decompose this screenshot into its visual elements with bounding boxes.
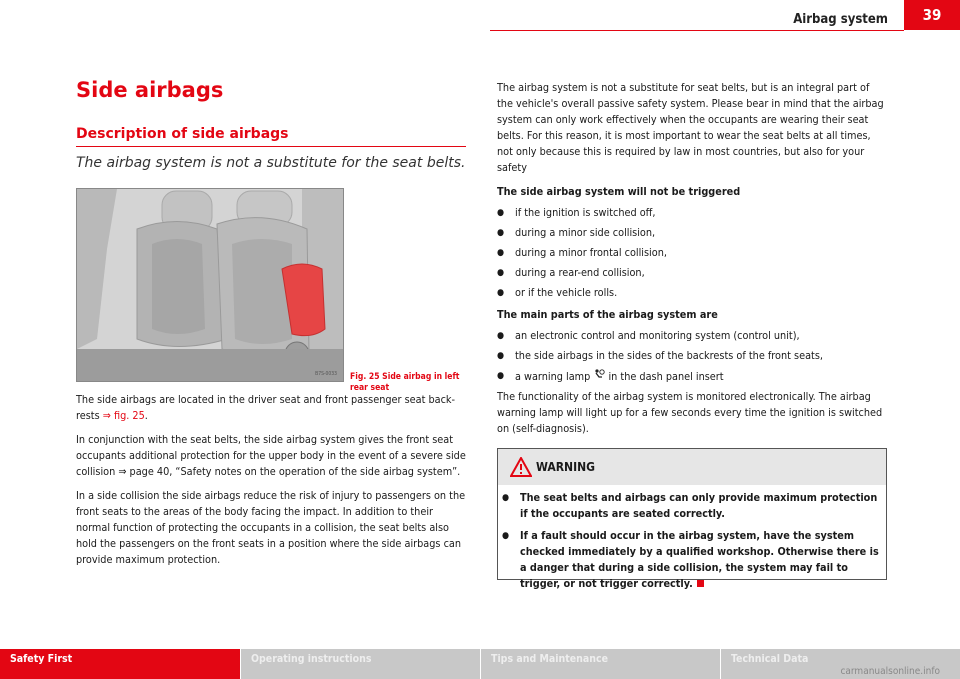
right-column <box>497 80 887 445</box>
warning-list <box>502 490 882 592</box>
warning-box <box>497 448 887 590</box>
subsection-heading: Description of side airbags <box>76 126 466 147</box>
airbag-warning-lamp-icon <box>593 368 605 380</box>
list-item: ● during a minor side collision, <box>497 225 887 241</box>
warning-item: ● If a fault should occur in the airbag system, have the system checked immediately by a qualified workshop. Otherwise there is a danger that during a side collision, the system may fail to trigger, or not trigger correctly. <box>502 528 882 592</box>
list-heading: The main parts of the airbag system are <box>497 308 718 321</box>
paragraph: The functionality of the airbag system is monitored electronically. The airbag warning lamp will light up for a few seconds every time the ignition is switched on (self-diagnosis). <box>497 390 883 435</box>
not-triggered-list <box>497 205 887 301</box>
paragraph: The side airbags are located in the driver seat and front passenger seat back-rests ⇒ fig. 25. <box>76 393 456 422</box>
paragraph: In conjunction with the seat belts, the side airbag system gives the front seat occupants additional protection for the upper body in the event of a severe side collision ⇒ page 40, “Safety notes on the operation of the side airbag system”. <box>76 433 466 478</box>
list-item: ● a warning lamp in the dash panel insert <box>497 368 887 385</box>
tab-tips-maintenance[interactable]: Tips and Maintenance <box>480 649 720 679</box>
warning-title: WARNING <box>536 460 595 474</box>
figure-code: B7S-0033 <box>315 371 337 377</box>
figure-caption: Fig. 25 Side airbag in left rear seat <box>350 372 460 393</box>
warning-triangle-icon <box>510 457 532 477</box>
section-heading: Side airbags <box>76 78 224 102</box>
list-heading: The side airbag system will not be triggered <box>497 185 741 198</box>
paragraph: The airbag system is not a substitute for seat belts, but is an integral part of the vehicle's overall passive safety system. Please bear in mind that the airbag system can only work effectively when the occupants are wearing their seat belts. For this reason, it is most important to wear the seat belts at all times, not only because this is required by law in most countries, but also for your safety <box>497 81 884 174</box>
watermark: carmanualsonline.info <box>840 666 940 677</box>
seat-illustration <box>77 189 343 381</box>
header-rule <box>490 30 904 31</box>
list-item: ● if the ignition is switched off, <box>497 205 887 221</box>
tab-operating-instructions[interactable]: Operating instructions <box>240 649 480 679</box>
list-item: ● during a minor frontal collision, <box>497 245 887 261</box>
list-item: ● the side airbags in the sides of the backrests of the front seats, <box>497 348 887 364</box>
tab-safety-first[interactable]: Safety First <box>0 649 240 679</box>
warning-header <box>498 449 886 485</box>
lead-text: The airbag system is not a substitute for the seat belts. <box>76 155 466 171</box>
left-column <box>76 392 466 576</box>
end-mark-icon <box>697 580 704 587</box>
parts-list <box>497 328 887 385</box>
running-header: Airbag system <box>793 12 888 27</box>
tab-technical-data[interactable]: Technical Data <box>720 649 960 679</box>
footer-nav <box>0 649 960 679</box>
figure-link[interactable]: ⇒ fig. 25 <box>99 409 145 422</box>
list-item: ● or if the vehicle rolls. <box>497 285 887 301</box>
seat-airbag-figure <box>76 188 344 382</box>
warning-item: ● The seat belts and airbags can only provide maximum protection if the occupants are seated correctly. <box>502 490 882 522</box>
paragraph: In a side collision the side airbags reduce the risk of injury to passengers on the front seats to the areas of the body facing the impact. In addition to their normal function of protecting the occupants in a collision, the seat belts also hold the passengers on the front seats in a position where the side airbags can provide maximum protection. <box>76 489 466 566</box>
list-item: ● an electronic control and monitoring system (control unit), <box>497 328 887 344</box>
list-item: ● during a rear-end collision, <box>497 265 887 281</box>
page-number: 39 <box>904 0 960 30</box>
